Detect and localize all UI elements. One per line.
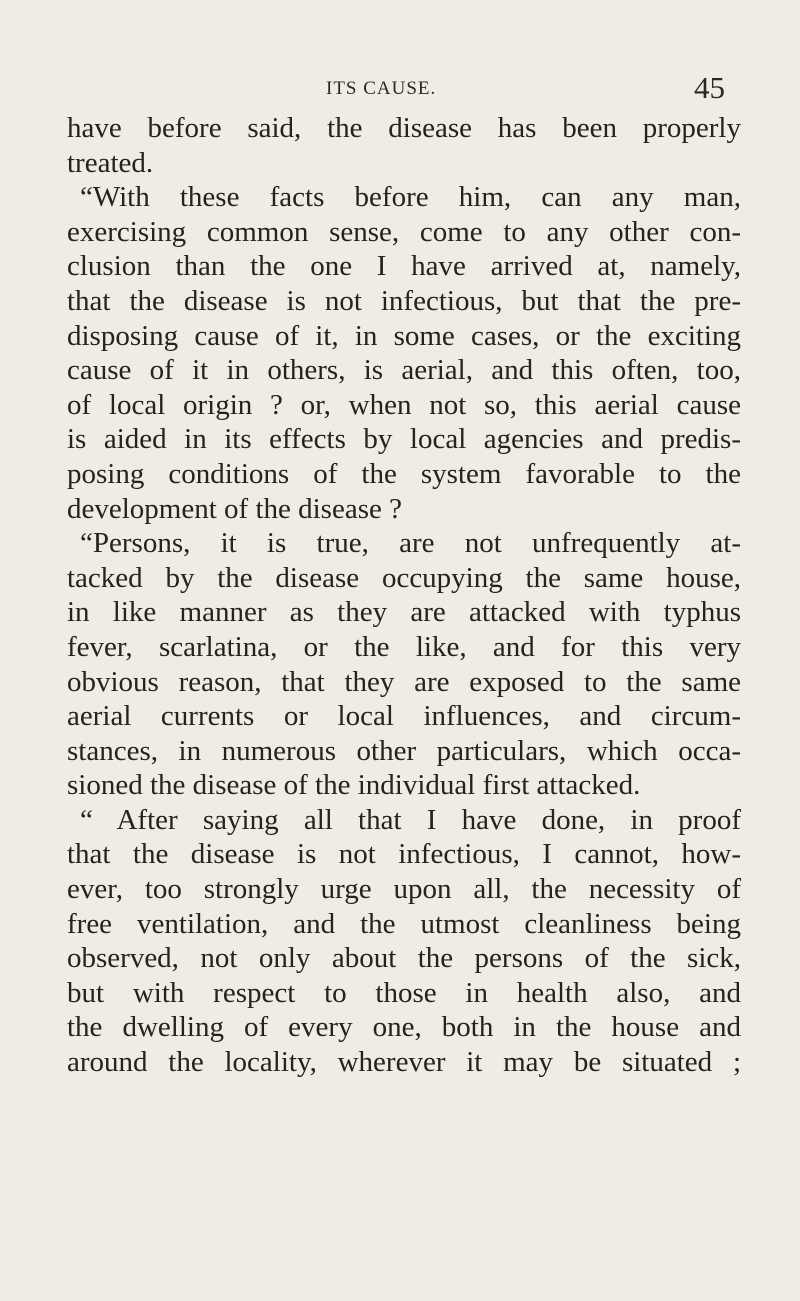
text-line: clusion than the one I have arrived at, namely, (67, 250, 741, 283)
text-line: exercising common sense, come to any other con- (67, 215, 741, 248)
text-line: have before said, the disease has been properly (67, 112, 741, 144)
text-line: of local origin ? or, when not so, this aerial cause (67, 388, 741, 421)
text-line: aerial currents or local influences, and circum- (67, 700, 741, 733)
page-number: 45 (694, 70, 725, 105)
text-line: fever, scarlatina, or the like, and for this very (67, 630, 741, 663)
text-line: “ After saying all that I have done, in proof (80, 803, 741, 836)
body-text (67, 111, 741, 1080)
text-line: that the disease is not infectious, but that the pre- (67, 284, 741, 317)
text-line: is aided in its effects by local agencies and predis- (67, 423, 741, 456)
text-line: treated. (67, 146, 154, 179)
text-line: around the locality, wherever it may be situated ; (67, 1046, 741, 1079)
text-line: that the disease is not infectious, I cannot, how- (67, 838, 741, 871)
text-line: development of the disease ? (67, 492, 402, 525)
text-line: “With these facts before him, can any man, (80, 181, 741, 214)
text-line: “Persons, it is true, are not unfrequently at- (80, 527, 741, 560)
text-line: stances, in numerous other particulars, which occa- (67, 734, 741, 767)
text-line: the dwelling of every one, both in the house and (67, 1011, 741, 1044)
text-line: posing conditions of the system favorable to the (67, 457, 741, 490)
text-line: sioned the disease of the individual first attacked. (67, 769, 641, 802)
text-line: cause of it in others, is aerial, and this often, too, (67, 354, 741, 387)
text-line: free ventilation, and the utmost cleanliness being (67, 907, 741, 940)
text-line: obvious reason, that they are exposed to the same (67, 665, 741, 698)
text-line: in like manner as they are attacked with typhus (67, 596, 741, 629)
running-head: ITS CAUSE. (326, 78, 437, 99)
text-line: observed, not only about the persons of the sick, (67, 942, 741, 975)
text-line: but with respect to those in health also, and (67, 976, 741, 1009)
text-line: ever, too strongly urge upon all, the necessity of (67, 873, 741, 906)
text-line: disposing cause of it, in some cases, or the exciting (67, 319, 741, 352)
text-line: tacked by the disease occupying the same house, (67, 561, 741, 594)
